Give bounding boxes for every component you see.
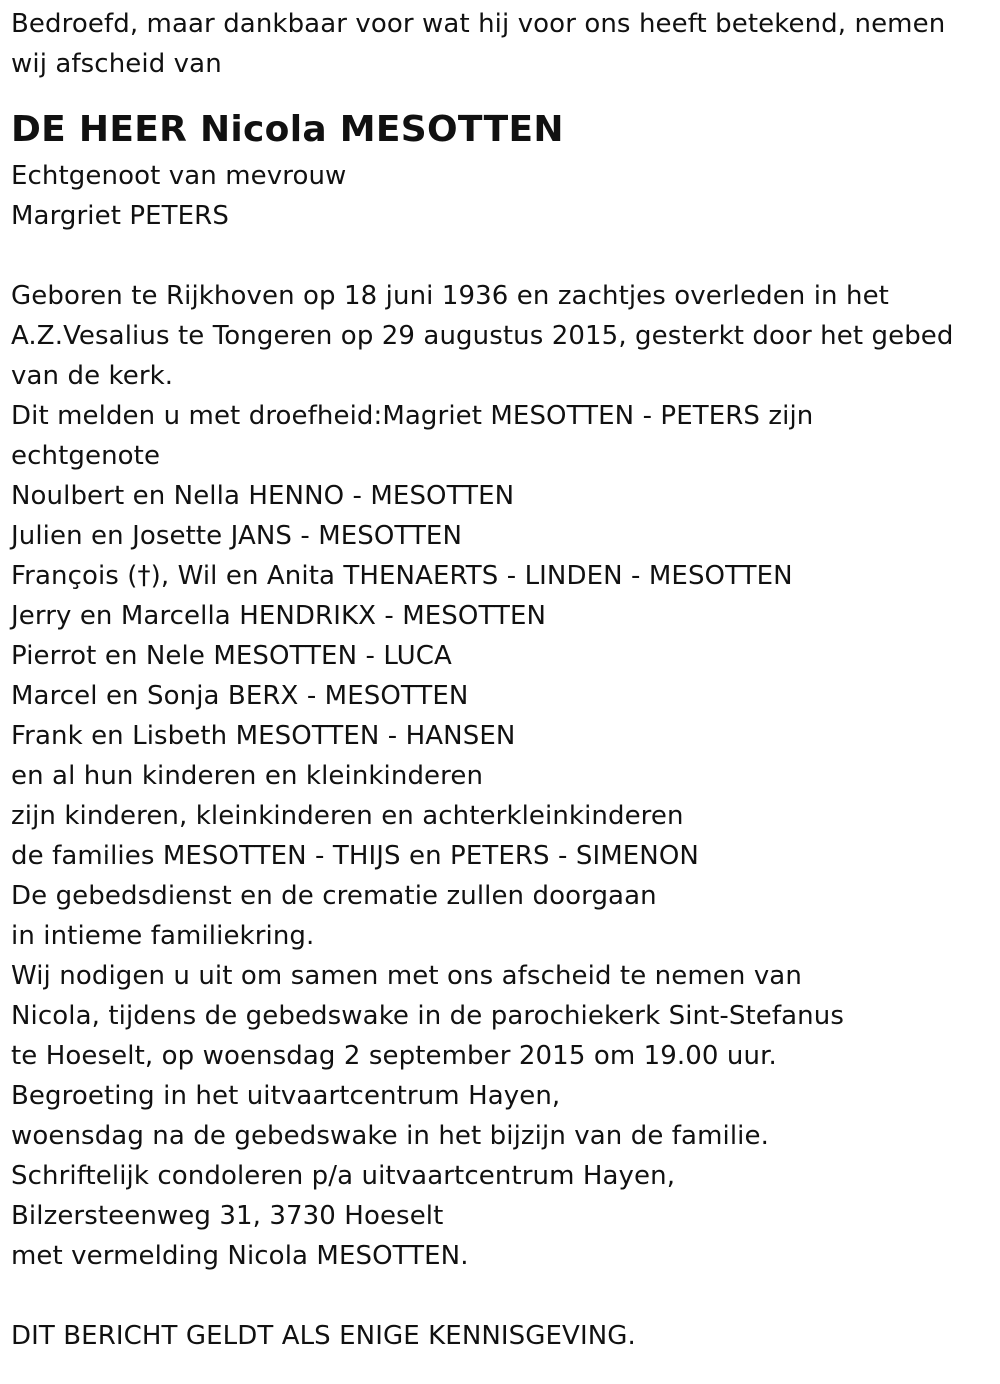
family-line: Frank en Lisbeth MESOTTEN - HANSEN	[11, 721, 516, 751]
body-line: Dit melden u met droefheid:Magriet MESOTTEN - PETERS zijn	[11, 401, 814, 431]
body-line: Geboren te Rijkhoven op 18 juni 1936 en zachtjes overleden in het	[11, 281, 889, 311]
body-line: De gebedsdienst en de crematie zullen doorgaan	[11, 881, 657, 911]
notice-body	[11, 276, 986, 1276]
body-line: echtgenote	[11, 441, 161, 471]
family-line: Marcel en Sonja BERX - MESOTTEN	[11, 681, 469, 711]
family-line: de families MESOTTEN - THIJS en PETERS - SIMENON	[11, 841, 699, 871]
body-line: Begroeting in het uitvaartcentrum Hayen,	[11, 1081, 561, 1111]
body-line: van de kerk.	[11, 361, 174, 391]
body-line: te Hoeselt, op woensdag 2 september 2015 om 19.00 uur.	[11, 1041, 777, 1071]
body-line: A.Z.Vesalius te Tongeren op 29 augustus 2015, gesterkt door het gebed	[11, 321, 954, 351]
body-line: in intieme familiekring.	[11, 921, 315, 951]
family-line: Jerry en Marcella HENDRIKX - MESOTTEN	[11, 601, 547, 631]
body-line: Wij nodigen u uit om samen met ons afscheid te nemen van	[11, 961, 802, 991]
spouse-line: Margriet PETERS	[11, 201, 229, 231]
family-line: zijn kinderen, kleinkinderen en achterkleinkinderen	[11, 801, 684, 831]
body-line: woensdag na de gebedswake in het bijzijn van de familie.	[11, 1121, 769, 1151]
death-notice	[11, 4, 986, 1356]
family-line: François (†), Wil en Anita THENAERTS - LINDEN - MESOTTEN	[11, 561, 793, 591]
spouse-info	[11, 156, 986, 236]
intro-line: Bedroefd, maar dankbaar voor wat hij voor ons heeft betekend, nemen	[11, 9, 946, 39]
intro-text	[11, 4, 986, 84]
body-line: Nicola, tijdens de gebedswake in de parochiekerk Sint-Stefanus	[11, 1001, 844, 1031]
deceased-name: DE HEER Nicola MESOTTEN	[11, 109, 564, 150]
family-line: en al hun kinderen en kleinkinderen	[11, 761, 484, 791]
closing-line: DIT BERICHT GELDT ALS ENIGE KENNISGEVING.	[11, 1321, 636, 1351]
body-line: met vermelding Nicola MESOTTEN.	[11, 1241, 469, 1271]
body-line: Bilzersteenweg 31, 3730 Hoeselt	[11, 1201, 444, 1231]
intro-line: wij afscheid van	[11, 49, 222, 79]
spouse-line: Echtgenoot van mevrouw	[11, 161, 347, 191]
family-line: Pierrot en Nele MESOTTEN - LUCA	[11, 641, 452, 671]
body-line: Schriftelijk condoleren p/a uitvaartcentrum Hayen,	[11, 1161, 676, 1191]
family-line: Noulbert en Nella HENNO - MESOTTEN	[11, 481, 515, 511]
closing-statement	[11, 1316, 986, 1356]
family-line: Julien en Josette JANS - MESOTTEN	[11, 521, 463, 551]
